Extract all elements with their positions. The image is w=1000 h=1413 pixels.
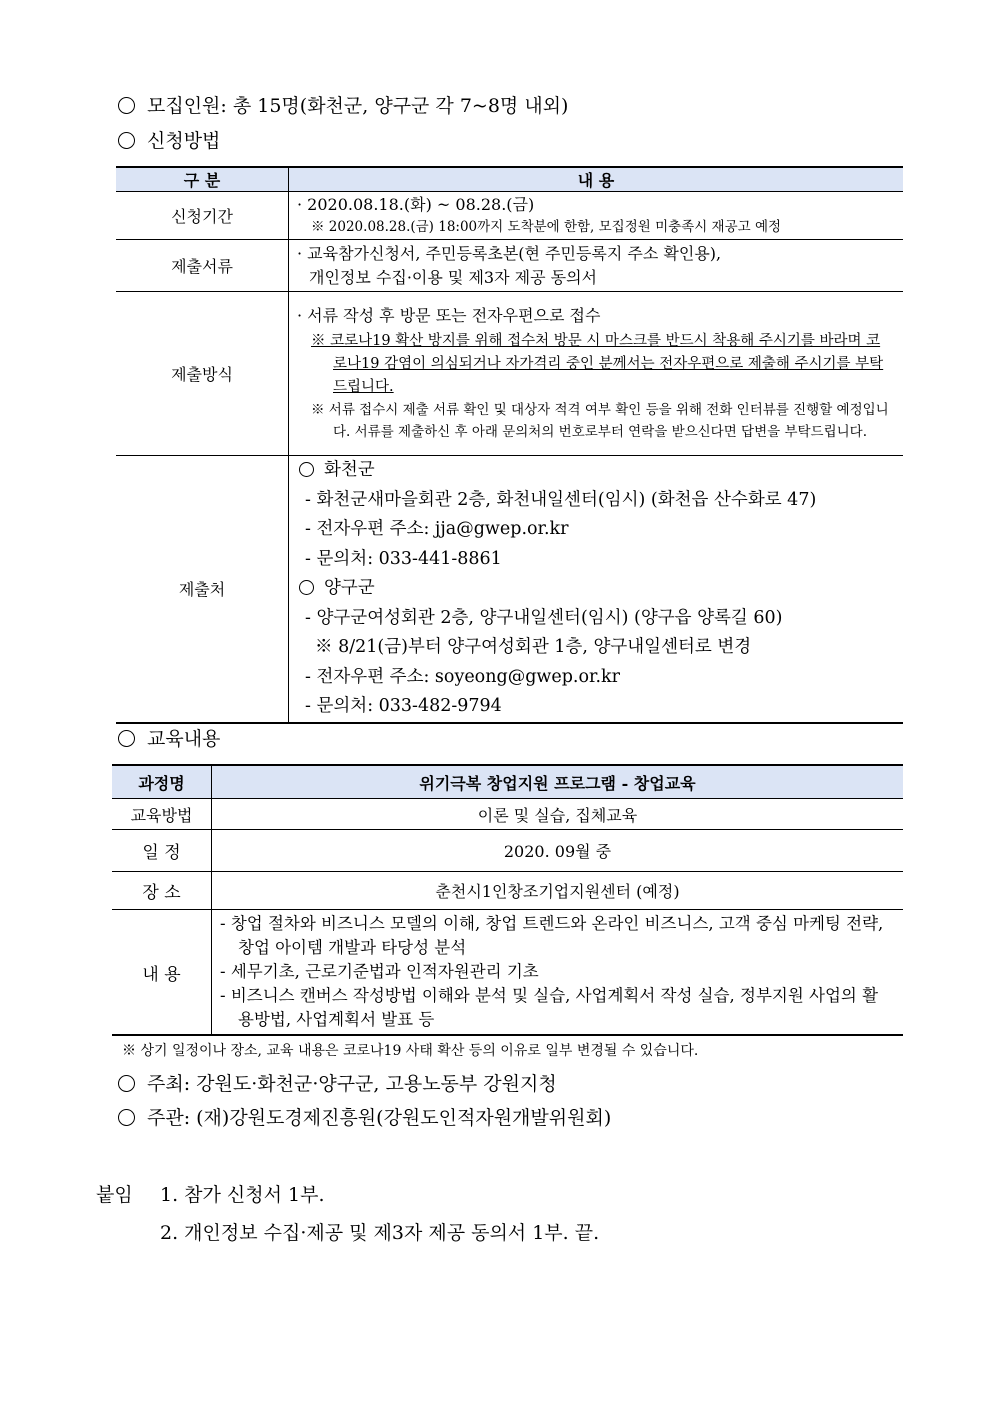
method-label: 제출방식 bbox=[116, 292, 289, 456]
content-item-2: - 세무기초, 근로기준법과 인적자원관리 기초 bbox=[220, 962, 539, 981]
method-note-interview: ※ 서류 접수시 제출 서류 확인 및 대상자 적격 여부 확인 등을 위해 전화 인터뷰를 진행할 예정입니다. 서류를 제출하신 후 아래 문의처의 번호로부터 연락을 받으신다면 답변을 부탁드립니다. bbox=[311, 402, 889, 440]
period-cell bbox=[289, 192, 904, 240]
schedule-value: 2020. 09월 중 bbox=[212, 830, 904, 872]
edu-content-heading: 교육내용 bbox=[118, 725, 220, 753]
edu-method-label: 교육방법 bbox=[112, 799, 212, 830]
yanggu-title: 양구군 bbox=[299, 574, 903, 604]
circle-bullet-icon bbox=[118, 132, 135, 149]
education-table bbox=[112, 764, 903, 1036]
circle-bullet-icon bbox=[299, 580, 314, 595]
edu-content-cell bbox=[212, 910, 904, 1036]
edu-method-value: 이론 및 실습, 집체교육 bbox=[212, 799, 904, 830]
host-line: 주최: 강원도·화천군·양구군, 고용노동부 강원지청 bbox=[118, 1070, 557, 1098]
yanggu-phone: - 문의처: 033-482-9794 bbox=[305, 696, 502, 716]
application-table bbox=[116, 166, 903, 724]
docs-cell bbox=[289, 240, 904, 292]
footnote: ※ 상기 일정이나 장소, 교육 내용은 코로나19 사태 확산 등의 이유로 일부 변경될 수 있습니다. bbox=[122, 1043, 699, 1059]
hwacheon-address: - 화천군새마을회관 2층, 화천내일센터(임시) (화천읍 산수화로 47) bbox=[305, 489, 817, 510]
period-note: ※ 2020.08.28.(금) 18:00까지 도착분에 한함, 모집정원 미충족시 재공고 예정 bbox=[311, 218, 782, 235]
table1-head-category: 구 분 bbox=[116, 167, 289, 192]
period-main: · 2020.08.18.(화) ~ 08.28.(금) bbox=[297, 194, 535, 214]
hwacheon-phone: - 문의처: 033-441-8861 bbox=[305, 548, 502, 569]
docs-line2: 개인정보 수집·이용 및 제3자 제공 동의서 bbox=[309, 267, 597, 287]
apply-method-heading: 신청방법 bbox=[118, 127, 220, 155]
method-cell bbox=[289, 292, 904, 456]
docs-line1: · 교육참가신청서, 주민등록초본(현 주민등록지 주소 확인용), bbox=[297, 243, 722, 263]
table1-head-content: 내 용 bbox=[289, 167, 904, 192]
attach-label: 붙임 bbox=[96, 1184, 133, 1206]
attach-item-2: 2. 개인정보 수집·제공 및 제3자 제공 동의서 1부. 끝. bbox=[160, 1222, 600, 1244]
docs-label: 제출서류 bbox=[116, 240, 289, 292]
place-label: 제출처 bbox=[116, 456, 289, 723]
content-item-1: - 창업 절차와 비즈니스 모델의 이해, 창업 트렌드와 온라인 비즈니스, 고객 중심 마케팅 전략, 창업 아이템 개발과 타당성 분석 bbox=[220, 914, 884, 957]
table2-head-program: 위기극복 창업지원 프로그램 - 창업교육 bbox=[212, 765, 904, 799]
content-item-3: - 비즈니스 캔버스 작성방법 이해와 분석 및 실습, 사업계획서 작성 실습, 정부지원 사업의 활용방법, 사업계획서 발표 등 bbox=[220, 986, 879, 1029]
place-cell bbox=[289, 456, 904, 723]
yanggu-email: - 전자우편 주소: soyeong@gwep.or.kr bbox=[305, 666, 621, 687]
table2-head-course: 과정명 bbox=[112, 765, 212, 799]
period-label: 신청기간 bbox=[116, 192, 289, 240]
yanggu-change-note: ※ 8/21(금)부터 양구여성회관 1층, 양구내일센터로 변경 bbox=[315, 637, 752, 657]
edu-place-label: 장 소 bbox=[112, 872, 212, 910]
method-note-mask: ※ 코로나19 확산 방지를 위해 접수처 방문 시 마스크를 반드시 착용해 주시기를 바라며 코로나19 감염이 의심되거나 자가격리 중인 분께서는 전자우편으로 제출해 주시기를 부탁드립니다. bbox=[311, 333, 884, 395]
edu-content-label: 내 용 bbox=[112, 910, 212, 1036]
schedule-label: 일 정 bbox=[112, 830, 212, 872]
circle-bullet-icon bbox=[299, 462, 314, 477]
hwacheon-email: - 전자우편 주소: jja@gwep.or.kr bbox=[305, 519, 569, 539]
circle-bullet-icon bbox=[118, 1075, 135, 1092]
organizer-line: 주관: (재)강원도경제진흥원(강원도인적자원개발위원회) bbox=[118, 1104, 611, 1132]
hwacheon-title: 화천군 bbox=[299, 456, 903, 486]
recruit-line: 모집인원: 총 15명(화천군, 양구군 각 7~8명 내외) bbox=[118, 92, 568, 120]
circle-bullet-icon bbox=[118, 97, 135, 114]
method-main: · 서류 작성 후 방문 또는 전자우편으로 접수 bbox=[297, 306, 601, 325]
yanggu-address: - 양구군여성회관 2층, 양구내일센터(임시) (양구읍 양록길 60) bbox=[305, 607, 783, 628]
attach-item-1: 1. 참가 신청서 1부. bbox=[160, 1184, 325, 1206]
circle-bullet-icon bbox=[118, 730, 135, 747]
circle-bullet-icon bbox=[118, 1109, 135, 1126]
edu-place-value: 춘천시1인창조기업지원센터 (예정) bbox=[212, 872, 904, 910]
